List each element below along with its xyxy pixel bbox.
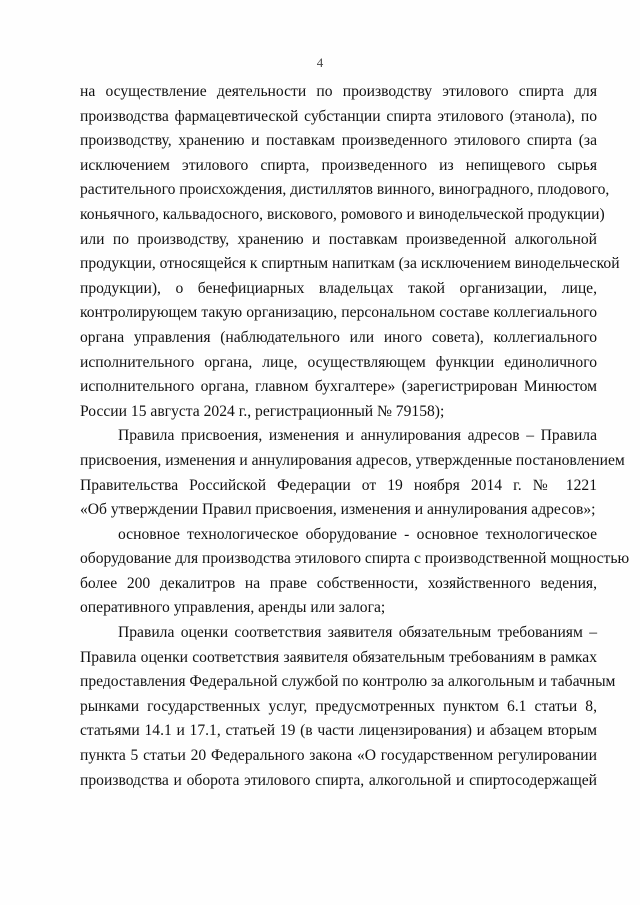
text-line: Правила оценки соответствия заявителя обязательным требованиям в рамках — [80, 648, 597, 666]
text-line: контролирующем такую организацию, персональном составе коллегиального — [80, 304, 597, 322]
text-line: органа управления (наблюдательного или иного совета), коллегиального — [80, 328, 597, 346]
text-line: присвоения, изменения и аннулирования адресов, утвержденные постановлением — [80, 451, 625, 469]
text-line: предоставления Федеральной службой по контролю за алкогольным и табачным — [80, 673, 616, 691]
text-line: исполнительного органа, главном бухгалтере» (зарегистрирован Минюстом — [80, 378, 597, 396]
text-line: основное технологическое оборудование - основное технологическое — [118, 525, 597, 543]
text-line: исключением этилового спирта, произведенного из непищевого сырья — [80, 156, 597, 174]
paragraph — [80, 80, 620, 424]
text-line: производства и оборота этилового спирта, алкогольной и спиртосодержащей — [80, 771, 597, 789]
text-line: статьями 14.1 и 17.1, статьей 19 (в части лицензирования) и абзацем вторым — [80, 722, 597, 740]
text-line: Правила оценки соответствия заявителя обязательным требованиям – — [118, 624, 597, 642]
text-line: России 15 августа 2024 г., регистрационный № 79158); — [80, 402, 445, 420]
paragraph — [80, 621, 616, 793]
paragraph — [80, 424, 625, 522]
text-line: исполнительного органа, лице, осуществляющем функции единоличного — [80, 353, 597, 371]
text-line: на осуществление деятельности по производству этилового спирта для — [80, 83, 597, 100]
text-line: Правительства Российской Федерации от 19 ноября 2014 г. № 1221 — [80, 476, 597, 494]
text-line: продукции, относящейся к спиртным напиткам (за исключением винодельческой — [80, 255, 620, 273]
text-line: продукции), о бенефициарных владельцах такой организации, лице, — [80, 279, 597, 297]
paragraph — [80, 523, 630, 621]
text-line: или по производству, хранению и поставкам произведенной алкогольной — [80, 230, 597, 248]
text-line: пункта 5 статьи 20 Федерального закона «О государственном регулировании — [80, 747, 597, 765]
text-line: оперативного управления, аренды или залога; — [80, 599, 386, 617]
text-line: производства фармацевтической субстанции спирта этилового (этанола), по — [80, 107, 597, 125]
text-line: более 200 декалитров на праве собственности, хозяйственного ведения, — [80, 574, 597, 592]
text-line: коньячного, кальвадосного, вискового, ромового и винодельческой продукции) — [80, 205, 605, 223]
text-line: рынками государственных услуг, предусмотренных пунктом 6.1 статьи 8, — [80, 697, 597, 715]
document-body — [80, 80, 630, 793]
text-line: производству, хранению и поставкам произведенного этилового спирта (за — [80, 132, 597, 150]
text-line: Правила присвоения, изменения и аннулирования адресов – Правила — [118, 427, 597, 445]
text-line: оборудование для производства этилового спирта с производственной мощностью — [80, 550, 630, 568]
text-line: растительного происхождения, дистиллятов винного, виноградного, плодового, — [80, 181, 610, 199]
page-number: 4 — [316, 55, 324, 70]
text-line: «Об утверждении Правил присвоения, изменения и аннулирования адресов»; — [80, 501, 596, 519]
